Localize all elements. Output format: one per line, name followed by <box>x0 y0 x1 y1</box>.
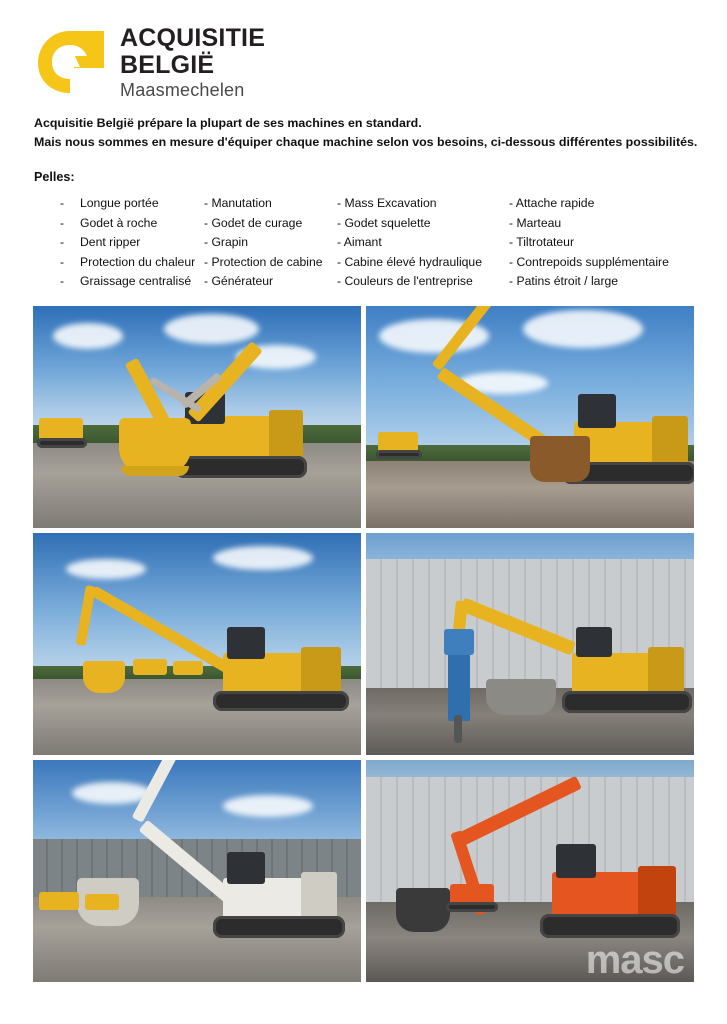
option-item <box>34 233 204 253</box>
logo-line-2: BELGIË <box>120 50 215 79</box>
option-item <box>509 194 699 214</box>
option-label: - Aimant <box>337 235 382 249</box>
options-grid <box>34 194 693 292</box>
option-label: - Godet de curage <box>204 215 303 230</box>
intro-line-1: Acquisitie België prépare la plupart de ses machines en standard. <box>34 116 422 130</box>
logo-line-3: Maasmechelen <box>120 79 245 100</box>
option-item <box>204 214 337 234</box>
option-label: - Manutation <box>204 196 272 210</box>
option-item <box>204 233 337 253</box>
option-item <box>337 214 509 234</box>
option-label: Dent ripper <box>80 235 141 249</box>
list-dash: - <box>60 254 65 269</box>
option-label: Godet à roche <box>80 215 158 230</box>
logo-line-1: ACQUISITIE <box>120 23 266 52</box>
photo-2 <box>366 306 694 528</box>
document-header <box>0 0 727 100</box>
option-item <box>204 194 337 214</box>
option-label: - Cabine élevé hydraulique <box>337 254 482 269</box>
list-dash: - <box>60 215 65 230</box>
option-label: - Grapin <box>204 235 249 249</box>
option-item <box>34 194 204 214</box>
option-item <box>337 253 509 273</box>
option-item <box>204 253 337 273</box>
option-item <box>204 272 337 292</box>
option-label: - Attache rapide <box>509 196 595 210</box>
intro-line-2: Mais nous sommes en mesure d'équiper chaque machine selon vos besoins, ci-dessous différentes possibilités. <box>34 135 698 149</box>
option-item <box>509 253 699 273</box>
list-dash: - <box>60 274 65 288</box>
option-label: - Contrepoids supplémentaire <box>509 254 669 269</box>
option-label: - Marteau <box>509 215 562 230</box>
photo-3 <box>33 533 361 755</box>
option-item <box>337 194 509 214</box>
option-item <box>34 214 204 234</box>
option-item <box>509 272 699 292</box>
photo-5 <box>33 760 361 982</box>
list-dash: - <box>60 235 65 249</box>
logo-wordmark <box>120 23 266 100</box>
option-label: - Mass Excavation <box>337 196 437 210</box>
photo-6 <box>366 760 694 982</box>
photo-gallery <box>0 306 727 982</box>
option-label: - Godet squelette <box>337 215 431 230</box>
option-item <box>509 233 699 253</box>
option-label: Longue portée <box>80 196 159 210</box>
option-item <box>337 233 509 253</box>
intro-paragraph <box>34 114 698 152</box>
list-dash: - <box>60 196 65 210</box>
option-label: - Protection de cabine <box>204 254 323 269</box>
acquisitie-belgie-logo-icon <box>34 29 112 95</box>
option-label: - Patins étroit / large <box>509 274 619 288</box>
option-label: Protection du chaleur <box>80 254 196 269</box>
option-label: Graissage centralisé <box>80 274 192 288</box>
option-item <box>509 214 699 234</box>
option-label: - Générateur <box>204 274 274 288</box>
option-item <box>34 272 204 292</box>
watermark-text: masc <box>585 937 684 982</box>
option-item <box>337 272 509 292</box>
page-title: Pelles: <box>34 170 75 184</box>
option-item <box>34 253 204 273</box>
option-label: - Tiltrotateur <box>509 235 575 249</box>
photo-4 <box>366 533 694 755</box>
photo-1 <box>33 306 361 528</box>
option-label: - Couleurs de l'entreprise <box>337 274 473 288</box>
